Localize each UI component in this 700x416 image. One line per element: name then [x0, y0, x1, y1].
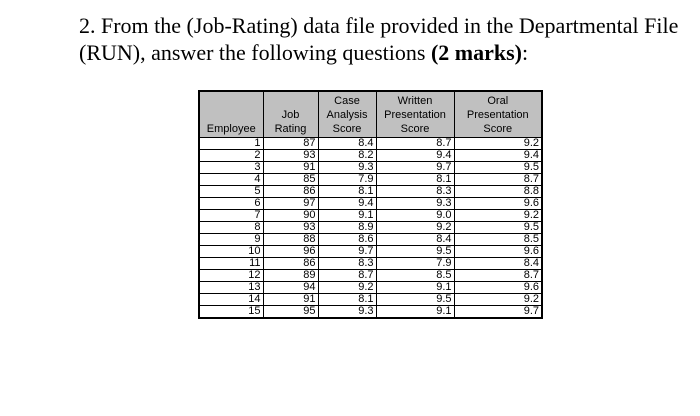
case-analysis-cell: 8.7	[318, 270, 376, 282]
oral-presentation-cell: 9.5	[454, 162, 542, 174]
employee-cell: 15	[199, 306, 263, 319]
question-marks: (2 marks)	[430, 40, 522, 65]
employee-cell: 10	[199, 246, 263, 258]
table-row	[199, 150, 542, 162]
job-rating-cell: 96	[263, 246, 318, 258]
oral-presentation-cell: 8.7	[454, 174, 542, 186]
case-analysis-cell: 9.4	[318, 198, 376, 210]
oral-presentation-cell: 9.2	[454, 294, 542, 306]
case-analysis-cell: 8.4	[318, 138, 376, 150]
job-rating-cell: 86	[263, 258, 318, 270]
written-presentation-cell: 9.1	[376, 282, 454, 294]
table-row	[199, 210, 542, 222]
written-presentation-cell: 8.4	[376, 234, 454, 246]
written-presentation-cell: 9.4	[376, 150, 454, 162]
written-presentation-cell: 9.5	[376, 294, 454, 306]
written-presentation-cell: 9.0	[376, 210, 454, 222]
header-oral-presentation	[454, 91, 542, 138]
table-body	[199, 138, 542, 319]
question-prefix: 2. From the (Job-Rating) data file provided in the Departmental File (RUN), answer the following questions	[79, 13, 679, 65]
written-presentation-cell: 8.7	[376, 138, 454, 150]
table-row	[199, 198, 542, 210]
job-rating-cell: 90	[263, 210, 318, 222]
table-row	[199, 138, 542, 150]
header-job-rating-line3: Rating	[274, 123, 307, 135]
table-row	[199, 186, 542, 198]
oral-presentation-cell: 9.2	[454, 138, 542, 150]
header-oral-presentation-line2: Presentation	[466, 109, 529, 121]
header-job-rating	[263, 91, 318, 138]
written-presentation-cell: 9.1	[376, 306, 454, 319]
oral-presentation-cell: 9.6	[454, 282, 542, 294]
oral-presentation-cell: 8.7	[454, 270, 542, 282]
header-written-presentation-line1: Written	[397, 95, 433, 107]
case-analysis-cell: 8.9	[318, 222, 376, 234]
table-row	[199, 306, 542, 319]
written-presentation-cell: 8.5	[376, 270, 454, 282]
header-oral-presentation-line3: Score	[483, 123, 513, 135]
employee-cell: 2	[199, 150, 263, 162]
case-analysis-cell: 9.3	[318, 162, 376, 174]
oral-presentation-cell: 9.2	[454, 210, 542, 222]
oral-presentation-cell: 8.4	[454, 258, 542, 270]
job-rating-cell: 87	[263, 138, 318, 150]
employee-cell: 8	[199, 222, 263, 234]
written-presentation-cell: 8.1	[376, 174, 454, 186]
case-analysis-cell: 7.9	[318, 174, 376, 186]
table-row	[199, 174, 542, 186]
employee-cell: 1	[199, 138, 263, 150]
case-analysis-cell: 9.3	[318, 306, 376, 319]
header-oral-presentation-line1: Oral	[487, 95, 509, 107]
job-rating-cell: 88	[263, 234, 318, 246]
header-employee	[199, 91, 263, 138]
table-row	[199, 270, 542, 282]
oral-presentation-cell: 9.6	[454, 198, 542, 210]
job-rating-cell: 86	[263, 186, 318, 198]
case-analysis-cell: 9.1	[318, 210, 376, 222]
employee-cell: 5	[199, 186, 263, 198]
case-analysis-cell: 8.1	[318, 186, 376, 198]
employee-cell: 11	[199, 258, 263, 270]
header-case-analysis	[318, 91, 376, 138]
table-row	[199, 294, 542, 306]
job-rating-cell: 97	[263, 198, 318, 210]
header-job-rating-line2: Job	[281, 109, 300, 121]
employee-cell: 3	[199, 162, 263, 174]
case-analysis-cell: 8.1	[318, 294, 376, 306]
table-row	[199, 222, 542, 234]
employee-cell: 13	[199, 282, 263, 294]
header-case-analysis-line3: Score	[332, 123, 362, 135]
header-written-presentation	[376, 91, 454, 138]
job-rating-cell: 94	[263, 282, 318, 294]
job-rating-cell: 89	[263, 270, 318, 282]
employee-cell: 12	[199, 270, 263, 282]
oral-presentation-cell: 9.7	[454, 306, 542, 319]
oral-presentation-cell: 8.5	[454, 234, 542, 246]
case-analysis-cell: 9.7	[318, 246, 376, 258]
header-case-analysis-line1: Case	[334, 95, 360, 107]
job-rating-cell: 91	[263, 294, 318, 306]
case-analysis-cell: 8.3	[318, 258, 376, 270]
table-row	[199, 234, 542, 246]
case-analysis-cell: 9.2	[318, 282, 376, 294]
employee-cell: 7	[199, 210, 263, 222]
question-suffix: :	[522, 40, 529, 65]
case-analysis-cell: 8.2	[318, 150, 376, 162]
job-rating-cell: 93	[263, 222, 318, 234]
employee-cell: 9	[199, 234, 263, 246]
header-row	[199, 91, 542, 138]
job-rating-cell: 93	[263, 150, 318, 162]
oral-presentation-cell: 9.5	[454, 222, 542, 234]
case-analysis-cell: 8.6	[318, 234, 376, 246]
job-rating-cell: 95	[263, 306, 318, 319]
question-text	[79, 12, 689, 66]
oral-presentation-cell: 9.6	[454, 246, 542, 258]
written-presentation-cell: 9.2	[376, 222, 454, 234]
employee-cell: 4	[199, 174, 263, 186]
table-row	[199, 282, 542, 294]
written-presentation-cell: 9.3	[376, 198, 454, 210]
job-rating-cell: 85	[263, 174, 318, 186]
oral-presentation-cell: 9.4	[454, 150, 542, 162]
header-written-presentation-line2: Presentation	[384, 109, 446, 121]
table-row	[199, 162, 542, 174]
job-rating-cell: 91	[263, 162, 318, 174]
written-presentation-cell: 8.3	[376, 186, 454, 198]
written-presentation-cell: 9.7	[376, 162, 454, 174]
table-row	[199, 246, 542, 258]
written-presentation-cell: 9.5	[376, 246, 454, 258]
written-presentation-cell: 7.9	[376, 258, 454, 270]
header-written-presentation-line3: Score	[400, 123, 430, 135]
oral-presentation-cell: 8.8	[454, 186, 542, 198]
job-rating-table-container	[198, 90, 543, 319]
table-row	[199, 258, 542, 270]
header-employee-line3: Employee	[206, 123, 256, 135]
employee-cell: 14	[199, 294, 263, 306]
job-rating-table	[198, 90, 543, 319]
employee-cell: 6	[199, 198, 263, 210]
header-case-analysis-line2: Analysis	[326, 109, 368, 121]
